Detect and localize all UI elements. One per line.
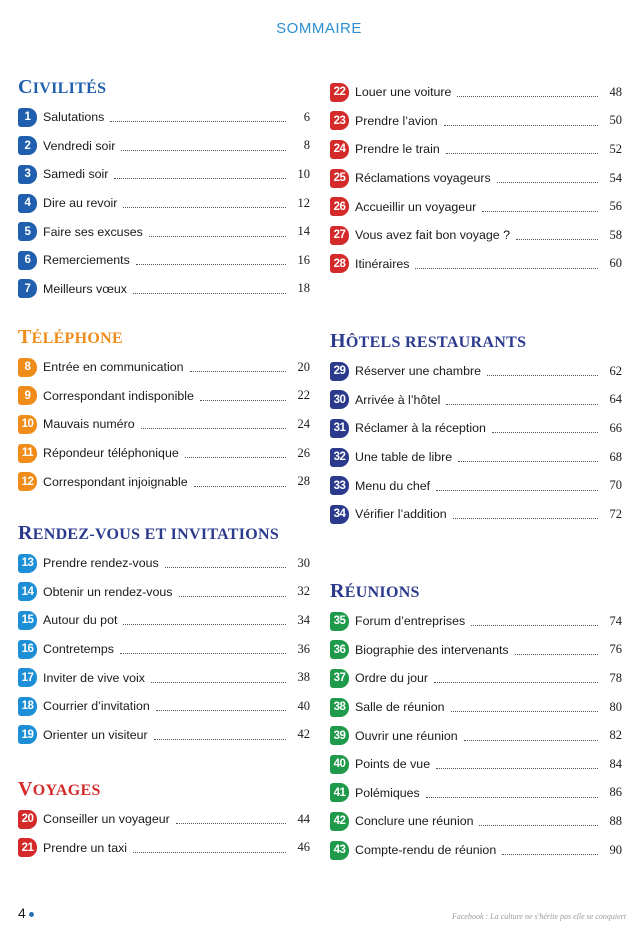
left-column <box>18 76 310 862</box>
lesson-number-badge: 28 <box>330 254 349 273</box>
lesson-number-badge: 41 <box>330 783 349 802</box>
dot-leader <box>515 653 598 655</box>
toc-entry[interactable] <box>18 805 310 834</box>
toc-entry-page: 44 <box>297 811 310 826</box>
toc-entry[interactable] <box>18 549 310 578</box>
toc-entry-label: Ordre du jour <box>355 671 429 686</box>
toc-entry[interactable] <box>18 410 310 439</box>
toc-entry[interactable] <box>330 192 622 221</box>
toc-entry[interactable] <box>18 834 310 863</box>
toc-entry-page: 60 <box>609 256 622 271</box>
toc-entry-label: Prendre le train <box>355 142 440 157</box>
dot-leader <box>133 851 286 853</box>
toc-entry-label: Mauvais numéro <box>43 417 135 432</box>
toc-entry-label: Arrivée à l’hôtel <box>355 392 441 407</box>
toc-entry-label: Remerciements <box>43 253 130 268</box>
toc-entry[interactable] <box>18 189 310 218</box>
dot-leader <box>436 489 598 491</box>
lesson-number-badge: 23 <box>330 111 349 130</box>
dot-leader <box>487 374 598 376</box>
toc-entry-label: Courrier d’invitation <box>43 699 150 714</box>
dot-leader <box>149 235 286 237</box>
dot-leader <box>479 824 598 826</box>
toc-entry-page: 16 <box>297 252 310 267</box>
toc-entry-label: Prendre l’avion <box>355 113 438 128</box>
toc-entry[interactable] <box>18 663 310 692</box>
toc-entry[interactable] <box>330 414 622 443</box>
toc-entry-page: 36 <box>297 641 310 656</box>
lesson-number-badge: 15 <box>18 611 37 630</box>
lesson-number-badge: 29 <box>330 362 349 381</box>
toc-entry-label: Vérifier l’addition <box>355 507 447 522</box>
page-title: SOMMAIRE <box>276 20 362 37</box>
toc-entry[interactable] <box>18 353 310 382</box>
toc-entry[interactable] <box>18 578 310 607</box>
dot-leader <box>176 822 286 824</box>
lesson-number-badge: 9 <box>18 386 37 405</box>
toc-entry-page: 6 <box>303 109 310 124</box>
toc-entry-page: 26 <box>297 445 310 460</box>
toc-entry-label: Samedi soir <box>43 167 109 182</box>
toc-entry-label: Réclamations voyageurs <box>355 171 491 186</box>
toc-entry-label: Accueillir un voyageur <box>355 199 477 214</box>
toc-entry[interactable] <box>18 635 310 664</box>
toc-entry-label: Prendre rendez-vous <box>43 556 159 571</box>
lesson-number-badge: 34 <box>330 505 349 524</box>
lesson-number-badge: 2 <box>18 136 37 155</box>
toc-entry[interactable] <box>330 807 622 836</box>
toc-entry[interactable] <box>18 382 310 411</box>
lesson-number-badge: 25 <box>330 169 349 188</box>
toc-entry-page: 22 <box>297 388 310 403</box>
lesson-number-badge: 39 <box>330 726 349 745</box>
toc-entry-label: Salle de réunion <box>355 700 445 715</box>
dot-leader <box>444 124 598 126</box>
toc-entry[interactable] <box>18 439 310 468</box>
dot-leader <box>415 267 598 269</box>
lesson-number-badge: 36 <box>330 640 349 659</box>
toc-entry-label: Conseiller un voyageur <box>43 812 170 827</box>
toc-entry-page: 62 <box>609 363 622 378</box>
toc-entry[interactable] <box>18 160 310 189</box>
dot-leader <box>457 95 598 97</box>
toc-entry-page: 82 <box>609 728 622 743</box>
dot-leader <box>453 517 598 519</box>
toc-entry-label: Vendredi soir <box>43 138 116 153</box>
toc-entry[interactable] <box>330 750 622 779</box>
toc-entry-label: Entrée en communication <box>43 360 184 375</box>
lesson-number-badge: 31 <box>330 419 349 438</box>
section-title-civilites: CIVILITÉS <box>18 76 107 98</box>
toc-entry-label: Vous avez fait bon voyage ? <box>355 228 510 243</box>
dot-leader <box>123 206 286 208</box>
dot-leader <box>194 485 286 487</box>
toc-entry[interactable] <box>330 250 622 279</box>
toc-entry[interactable] <box>18 467 310 496</box>
dot-leader <box>434 681 598 683</box>
toc-entry-page: 64 <box>609 392 622 407</box>
section-reunions <box>330 580 622 864</box>
toc-entry[interactable] <box>18 606 310 635</box>
dot-leader <box>451 710 598 712</box>
dot-leader <box>492 431 598 433</box>
section-title-voyages: VOYAGES <box>18 778 101 800</box>
dot-leader <box>133 292 286 294</box>
folio-dot-icon <box>29 912 34 917</box>
dot-leader <box>120 652 286 654</box>
toc-entry[interactable] <box>18 246 310 275</box>
page-number: 4 <box>18 905 34 921</box>
dot-leader <box>136 263 286 265</box>
toc-entry-label: Salutations <box>43 110 105 125</box>
dot-leader <box>121 149 286 151</box>
dot-leader <box>446 152 598 154</box>
lesson-number-badge: 26 <box>330 197 349 216</box>
toc-entry[interactable] <box>18 721 310 750</box>
lesson-number-badge: 1 <box>18 108 37 127</box>
dot-leader <box>436 767 598 769</box>
toc-entry-page: 32 <box>297 584 310 599</box>
section-civilites <box>18 76 310 326</box>
toc-entry-page: 74 <box>609 613 622 628</box>
toc-entry[interactable] <box>18 103 310 132</box>
dot-leader <box>426 796 598 798</box>
toc-entry-page: 52 <box>609 141 622 156</box>
lesson-number-badge: 6 <box>18 251 37 270</box>
dot-leader <box>110 120 286 122</box>
toc-entry-page: 12 <box>297 195 310 210</box>
toc-entry-page: 14 <box>297 224 310 239</box>
lesson-number-badge: 43 <box>330 841 349 860</box>
lesson-number-badge: 24 <box>330 140 349 159</box>
toc-entry[interactable] <box>330 107 622 136</box>
toc-entry[interactable] <box>18 692 310 721</box>
toc-entry-label: Correspondant indisponible <box>43 388 194 403</box>
toc-entry-page: 86 <box>609 785 622 800</box>
dot-leader <box>471 624 598 626</box>
section-title-rendezvous: RENDEZ-VOUS ET INVITATIONS <box>18 522 280 544</box>
lesson-number-badge: 22 <box>330 83 349 102</box>
toc-entry-page: 66 <box>609 420 622 435</box>
toc-entry-label: Prendre un taxi <box>43 840 128 855</box>
toc-entry[interactable] <box>330 135 622 164</box>
dot-leader <box>446 403 598 405</box>
toc-entry-page: 88 <box>609 813 622 828</box>
toc-entry[interactable] <box>330 443 622 472</box>
lesson-number-badge: 4 <box>18 194 37 213</box>
lesson-number-badge: 12 <box>18 472 37 491</box>
toc-entry-page: 56 <box>609 199 622 214</box>
toc-entry-label: Répondeur téléphonique <box>43 446 179 461</box>
section-rendezvous <box>18 522 310 778</box>
lesson-number-badge: 20 <box>18 810 37 829</box>
toc-entry-page: 46 <box>297 840 310 855</box>
toc-entry-label: Dire au revoir <box>43 196 118 211</box>
toc-entry-label: Compte-rendu de réunion <box>355 843 497 858</box>
toc-entry-label: Meilleurs vœux <box>43 281 127 296</box>
lesson-number-badge: 17 <box>18 668 37 687</box>
lesson-number-badge: 35 <box>330 612 349 631</box>
toc-entry-page: 50 <box>609 113 622 128</box>
dot-leader <box>482 210 598 212</box>
dot-leader <box>165 566 286 568</box>
dot-leader <box>516 238 598 240</box>
dot-leader <box>179 595 287 597</box>
dot-leader <box>154 738 286 740</box>
toc-entry-page: 40 <box>297 698 310 713</box>
toc-entry-page: 90 <box>609 842 622 857</box>
section-title-telephone: TÉLÉPHONE <box>18 326 123 348</box>
toc-entry-page: 42 <box>297 727 310 742</box>
section-title-hotels: HÔTELS RESTAURANTS <box>330 330 527 352</box>
lesson-number-badge: 13 <box>18 554 37 573</box>
dot-leader <box>141 427 286 429</box>
toc-entry-page: 48 <box>609 84 622 99</box>
lesson-number-badge: 38 <box>330 698 349 717</box>
toc-entry-label: Inviter de vive voix <box>43 670 145 685</box>
dot-leader <box>200 399 286 401</box>
toc-entry[interactable] <box>330 164 622 193</box>
section-telephone <box>18 326 310 522</box>
toc-entry[interactable] <box>330 664 622 693</box>
lesson-number-badge: 8 <box>18 358 37 377</box>
dot-leader <box>190 370 286 372</box>
lesson-number-badge: 10 <box>18 415 37 434</box>
toc-entry-page: 76 <box>609 642 622 657</box>
lesson-number-badge: 11 <box>18 444 37 463</box>
toc-entry-label: Itinéraires <box>355 256 410 271</box>
toc-entry[interactable] <box>18 132 310 161</box>
toc-entry-page: 30 <box>297 555 310 570</box>
toc-entry-page: 18 <box>297 281 310 296</box>
toc-entry[interactable] <box>330 636 622 665</box>
toc-entry-page: 20 <box>297 359 310 374</box>
dot-leader <box>497 181 598 183</box>
lesson-number-badge: 7 <box>18 279 37 298</box>
dot-leader <box>185 456 286 458</box>
section-voyages-continued <box>330 78 622 330</box>
lesson-number-badge: 33 <box>330 476 349 495</box>
toc-entry[interactable] <box>330 221 622 250</box>
toc-entry-label: Polémiques <box>355 785 420 800</box>
toc-entry-label: Louer une voiture <box>355 85 452 100</box>
toc-entry[interactable] <box>330 78 622 107</box>
toc-entry-label: Correspondant injoignable <box>43 474 188 489</box>
dot-leader <box>458 460 598 462</box>
watermark: Facebook : La culture ne s'hérite pas elle se conquiert <box>451 912 626 921</box>
toc-entry[interactable] <box>18 275 310 304</box>
dot-leader <box>123 623 286 625</box>
toc-entry-page: 8 <box>303 138 310 153</box>
toc-entry[interactable] <box>330 721 622 750</box>
lesson-number-badge: 3 <box>18 165 37 184</box>
lesson-number-badge: 40 <box>330 755 349 774</box>
toc-entry-label: Réclamer à la réception <box>355 421 486 436</box>
toc-entry[interactable] <box>330 471 622 500</box>
toc-entry-label: Contretemps <box>43 642 114 657</box>
toc-entry[interactable] <box>330 693 622 722</box>
toc-entry-page: 68 <box>609 449 622 464</box>
lesson-number-badge: 5 <box>18 222 37 241</box>
toc-entry-page: 78 <box>609 670 622 685</box>
toc-entry[interactable] <box>330 386 622 415</box>
section-hotels <box>330 330 622 580</box>
toc-entry-label: Conclure une réunion <box>355 814 474 829</box>
dot-leader <box>156 709 286 711</box>
lesson-number-badge: 18 <box>18 697 37 716</box>
lesson-number-badge: 42 <box>330 812 349 831</box>
toc-entry-label: Autour du pot <box>43 613 118 628</box>
toc-entry[interactable] <box>330 836 622 865</box>
toc-entry-page: 34 <box>297 612 310 627</box>
toc-entry-label: Points de vue <box>355 757 431 772</box>
toc-entry-page: 10 <box>297 166 310 181</box>
toc-entry-page: 72 <box>609 506 622 521</box>
toc-entry-page: 54 <box>609 170 622 185</box>
toc-entry-page: 70 <box>609 478 622 493</box>
toc-entry-page: 24 <box>297 416 310 431</box>
toc-entry-label: Faire ses excuses <box>43 224 143 239</box>
toc-entry-page: 38 <box>297 670 310 685</box>
toc-entry[interactable] <box>18 217 310 246</box>
toc-entry[interactable] <box>330 607 622 636</box>
lesson-number-badge: 37 <box>330 669 349 688</box>
lesson-number-badge: 16 <box>18 640 37 659</box>
toc-entry-page: 80 <box>609 699 622 714</box>
toc-entry-label: Réserver une chambre <box>355 364 482 379</box>
lesson-number-badge: 14 <box>18 582 37 601</box>
toc-entry-label: Orienter un visiteur <box>43 727 148 742</box>
toc-entry[interactable] <box>330 357 622 386</box>
toc-entry-page: 28 <box>297 474 310 489</box>
toc-entry[interactable] <box>330 779 622 808</box>
lesson-number-badge: 30 <box>330 390 349 409</box>
right-column <box>330 78 622 864</box>
toc-entry-label: Ouvrir une réunion <box>355 728 458 743</box>
dot-leader <box>151 681 286 683</box>
toc-entry-label: Obtenir un rendez-vous <box>43 584 173 599</box>
lesson-number-badge: 21 <box>18 838 37 857</box>
toc-entry-label: Une table de libre <box>355 450 453 465</box>
toc-entry-page: 58 <box>609 227 622 242</box>
section-voyages <box>18 778 310 862</box>
dot-leader <box>464 739 598 741</box>
lesson-number-badge: 19 <box>18 725 37 744</box>
dot-leader <box>114 177 286 179</box>
toc-entry-label: Biographie des intervenants <box>355 642 509 657</box>
toc-entry-page: 84 <box>609 756 622 771</box>
toc-entry-label: Forum d’entreprises <box>355 614 466 629</box>
toc-entry-label: Menu du chef <box>355 478 431 493</box>
dot-leader <box>502 853 598 855</box>
toc-entry[interactable] <box>330 500 622 529</box>
lesson-number-badge: 32 <box>330 448 349 467</box>
lesson-number-badge: 27 <box>330 226 349 245</box>
section-title-reunions: RÉUNIONS <box>330 580 420 602</box>
